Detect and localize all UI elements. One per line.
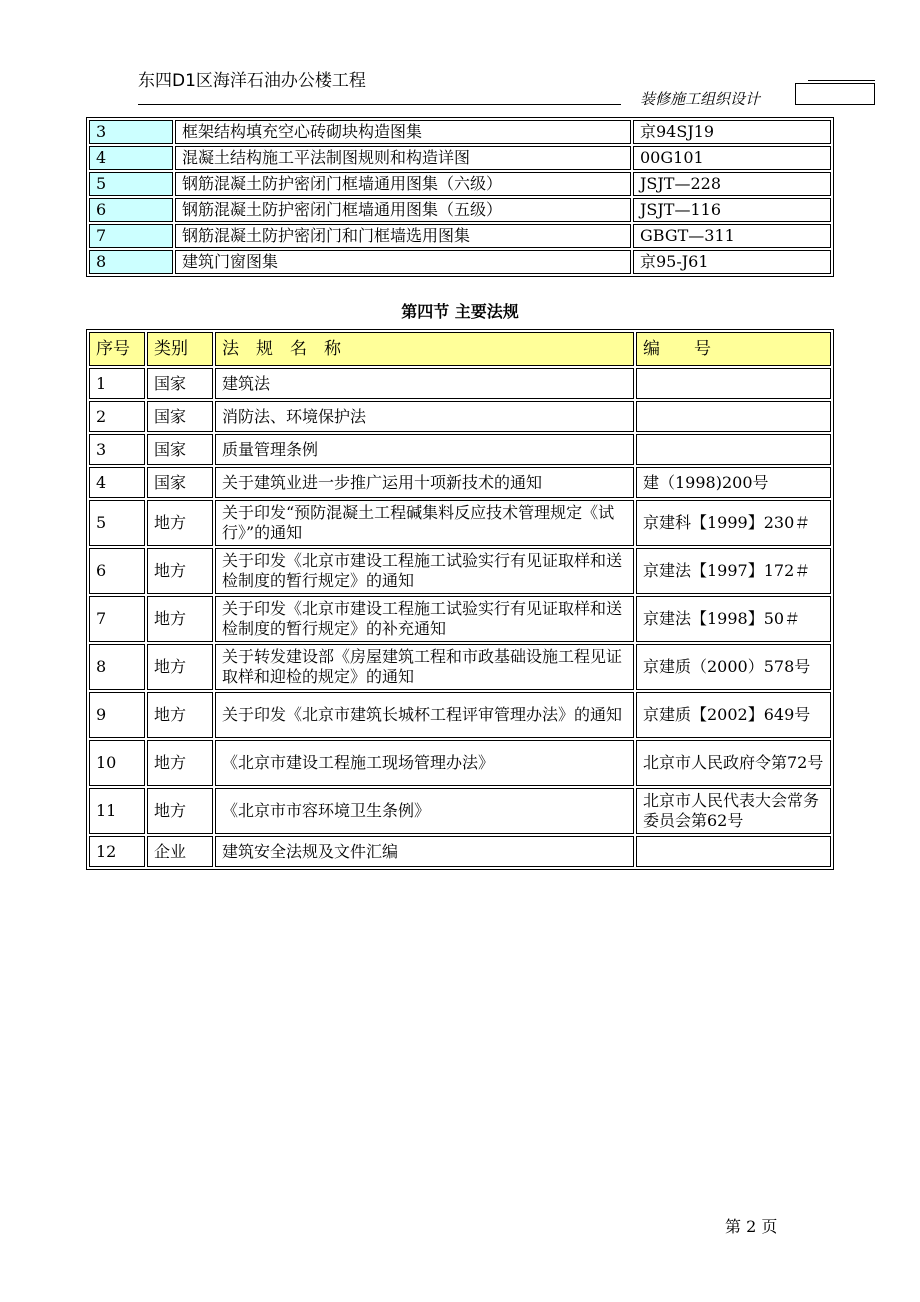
document-subtitle: 装修施工组织设计 bbox=[640, 90, 761, 108]
header-category: 类别 bbox=[147, 332, 213, 366]
row-number: 2 bbox=[89, 401, 145, 432]
law-code bbox=[636, 434, 831, 465]
table-row bbox=[89, 172, 831, 196]
law-code: 京建科【1999】230＃ bbox=[636, 500, 831, 546]
law-code: 北京市人民代表大会常务委员会第62号 bbox=[636, 788, 831, 834]
law-name: 关于印发《北京市建设工程施工试验实行有见证取样和送检制度的暂行规定》的通知 bbox=[215, 548, 634, 594]
header-box-line bbox=[808, 80, 875, 81]
drawing-name: 钢筋混凝土防护密闭门和门框墙选用图集 bbox=[175, 224, 631, 248]
header-law-name: 法 规 名 称 bbox=[215, 332, 634, 366]
drawing-code: GBGT—311 bbox=[633, 224, 831, 248]
law-name: 关于转发建设部《房屋建筑工程和市政基础设施工程见证取样和迎检的规定》的通知 bbox=[215, 644, 634, 690]
table-row bbox=[89, 467, 831, 498]
header-box bbox=[795, 83, 875, 105]
law-name: 建筑安全法规及文件汇编 bbox=[215, 836, 634, 867]
table-row bbox=[89, 788, 831, 834]
drawings-table bbox=[86, 117, 834, 277]
law-name: 消防法、环境保护法 bbox=[215, 401, 634, 432]
drawing-name: 混凝土结构施工平法制图规则和构造详图 bbox=[175, 146, 631, 170]
page-number: 第 2 页 bbox=[725, 1217, 778, 1236]
law-category: 企业 bbox=[147, 836, 213, 867]
row-number: 7 bbox=[89, 224, 173, 248]
law-category: 地方 bbox=[147, 644, 213, 690]
law-category: 地方 bbox=[147, 788, 213, 834]
law-code bbox=[636, 401, 831, 432]
row-number: 9 bbox=[89, 692, 145, 738]
table-row bbox=[89, 434, 831, 465]
table-row bbox=[89, 198, 831, 222]
law-name: 关于印发《北京市建筑长城杯工程评审管理办法》的通知 bbox=[215, 692, 634, 738]
table-row bbox=[89, 401, 831, 432]
row-number: 10 bbox=[89, 740, 145, 786]
law-name: 关于建筑业进一步推广运用十项新技术的通知 bbox=[215, 467, 634, 498]
header-underline bbox=[138, 104, 621, 105]
table-row bbox=[89, 500, 831, 546]
row-number: 4 bbox=[89, 146, 173, 170]
law-code: 京建质【2002】649号 bbox=[636, 692, 831, 738]
law-code bbox=[636, 836, 831, 867]
table-row bbox=[89, 250, 831, 274]
drawing-name: 建筑门窗图集 bbox=[175, 250, 631, 274]
law-code: 京建法【1998】50＃ bbox=[636, 596, 831, 642]
laws-table bbox=[86, 329, 834, 870]
table-row bbox=[89, 548, 831, 594]
law-name: 质量管理条例 bbox=[215, 434, 634, 465]
project-title: 东四D1区海洋石油办公楼工程 bbox=[138, 71, 366, 91]
law-code: 建（1998)200号 bbox=[636, 467, 831, 498]
law-code: 京建质（2000）578号 bbox=[636, 644, 831, 690]
drawing-code: JSJT—116 bbox=[633, 198, 831, 222]
row-number: 8 bbox=[89, 250, 173, 274]
drawing-name: 钢筋混凝土防护密闭门框墙通用图集（六级） bbox=[175, 172, 631, 196]
table-row bbox=[89, 692, 831, 738]
law-name: 建筑法 bbox=[215, 368, 634, 399]
table-row bbox=[89, 224, 831, 248]
law-name: 《北京市建设工程施工现场管理办法》 bbox=[215, 740, 634, 786]
law-category: 地方 bbox=[147, 548, 213, 594]
law-category: 地方 bbox=[147, 500, 213, 546]
row-number: 5 bbox=[89, 500, 145, 546]
law-category: 国家 bbox=[147, 434, 213, 465]
header-code: 编 号 bbox=[636, 332, 831, 366]
row-number: 5 bbox=[89, 172, 173, 196]
drawing-code: 京95-J61 bbox=[633, 250, 831, 274]
row-number: 4 bbox=[89, 467, 145, 498]
law-category: 地方 bbox=[147, 740, 213, 786]
table-row bbox=[89, 644, 831, 690]
row-number: 1 bbox=[89, 368, 145, 399]
row-number: 6 bbox=[89, 198, 173, 222]
row-number: 12 bbox=[89, 836, 145, 867]
drawing-name: 框架结构填充空心砖砌块构造图集 bbox=[175, 120, 631, 144]
row-number: 11 bbox=[89, 788, 145, 834]
drawing-code: 00G101 bbox=[633, 146, 831, 170]
law-code bbox=[636, 368, 831, 399]
row-number: 7 bbox=[89, 596, 145, 642]
law-category: 国家 bbox=[147, 467, 213, 498]
table-row bbox=[89, 120, 831, 144]
table-header-row bbox=[89, 332, 831, 366]
table-row bbox=[89, 836, 831, 867]
header-number: 序号 bbox=[89, 332, 145, 366]
row-number: 3 bbox=[89, 434, 145, 465]
section-title: 第四节 主要法规 bbox=[401, 302, 519, 321]
table-row bbox=[89, 596, 831, 642]
table-row bbox=[89, 368, 831, 399]
law-category: 国家 bbox=[147, 401, 213, 432]
drawing-name: 钢筋混凝土防护密闭门框墙通用图集（五级） bbox=[175, 198, 631, 222]
row-number: 8 bbox=[89, 644, 145, 690]
table-row bbox=[89, 146, 831, 170]
law-code: 北京市人民政府令第72号 bbox=[636, 740, 831, 786]
drawing-code: JSJT—228 bbox=[633, 172, 831, 196]
law-code: 京建法【1997】172＃ bbox=[636, 548, 831, 594]
drawing-code: 京94SJ19 bbox=[633, 120, 831, 144]
law-category: 地方 bbox=[147, 596, 213, 642]
law-category: 地方 bbox=[147, 692, 213, 738]
row-number: 3 bbox=[89, 120, 173, 144]
law-category: 国家 bbox=[147, 368, 213, 399]
table-row bbox=[89, 740, 831, 786]
law-name: 关于印发“预防混凝土工程碱集料反应技术管理规定《试行》”的通知 bbox=[215, 500, 634, 546]
law-name: 《北京市市容环境卫生条例》 bbox=[215, 788, 634, 834]
law-name: 关于印发《北京市建设工程施工试验实行有见证取样和送检制度的暂行规定》的补充通知 bbox=[215, 596, 634, 642]
row-number: 6 bbox=[89, 548, 145, 594]
